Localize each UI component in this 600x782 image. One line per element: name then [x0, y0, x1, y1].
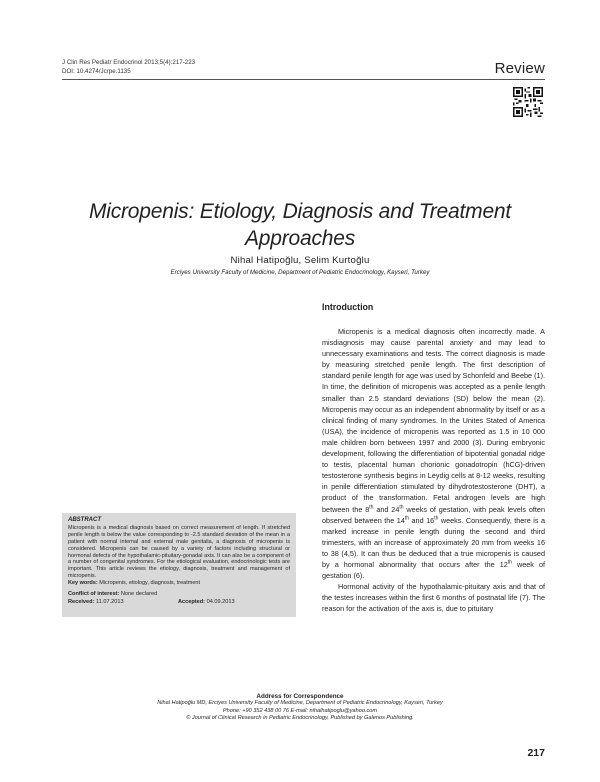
doi-line[interactable]: DOI: 10.4274/Jcrpe.1135 [62, 68, 131, 75]
text-run: and 24 [373, 504, 400, 514]
body-paragraph [322, 326, 545, 581]
article-dates [68, 599, 290, 606]
superscript: th [507, 559, 512, 566]
text-run: Micropenis is a medical diagnosis often incorrectly made. A misdiagnosis may cause parental anxiety and may lead to unnecessary examinations and tests. The correct diagnosis is made by measuring stretched penile length. The first description of standard penile length for age was used by Schonfeld and Beebe (1). In time, the definition of micropenis was accepted as a penile length smaller than 2.5 standard deviations (SD) below the mean (2). Micropenis may occur as an independent abnormality by itself or as a clinical finding of many syndromes. In the Unites Stated of America (USA), the incidence of micropenis was reported as 1.5 in 10 000 male children born between 1997 and 2000 (3). During embryonic development, following the differentiation of bipotential gonadal ridge to testis, placental human chorionic gonadotropin (hCG)-driven testosterone synthesis begins in Leydig cells at 8-12 weeks, resulting in penile differentiation stimulated by dihydrotestosterone (DHT), a product of the transformation. Fetal androgen levels are high between the 8 [322, 327, 545, 514]
correspondence-block [60, 693, 540, 723]
received-label: Received: [68, 598, 95, 605]
introduction-heading: Introduction [322, 302, 374, 312]
conflict-value: None declared [120, 591, 158, 598]
author-list: Nihal Hatipoğlu, Selim Kurtoğlu [230, 255, 370, 266]
keywords-value: Micropenis, etiology, diagnosis, treatment [99, 580, 200, 587]
superscript: th [369, 504, 374, 511]
author-affiliation: Erciyes University Faculty of Medicine, Department of Pediatric Endocrinology, Kayseri, Turkey [170, 269, 430, 276]
accepted-value: 04.09.2013 [206, 598, 235, 605]
body-paragraph: Hormonal activity of the hypothalamic-pituitary axis and that of the testes increases within the first 6 months of postnatal life (7). The reason for the activation of the axis is, due to pituitary [322, 582, 545, 614]
header-divider [62, 79, 545, 80]
title-line: Approaches [244, 227, 356, 250]
title-line: Micropenis: Etiology, Diagnosis and Treatment [88, 200, 512, 223]
accepted-date [178, 599, 235, 606]
journal-citation [62, 58, 195, 76]
text-run: weeks. Consequently, there is a marked increase in penile length during the second and third trimesters, with an increase of approximately 20 mm from weeks 16 to 38 (4,5). It can thus be deduced that a true micropenis is caused by a hormonal abnormality that occurs after the 12 [322, 515, 545, 569]
superscript: th [399, 504, 404, 511]
received-value: 11.07.2013 [96, 598, 124, 605]
accepted-label: Accepted: [178, 598, 206, 605]
qr-code-icon [513, 87, 543, 117]
superscript: th [404, 515, 410, 522]
article-title [60, 198, 540, 252]
keywords-label: Key words: [68, 580, 98, 587]
copyright-line: © Journal of Clinical Research in Pediatric Endocrinology, Published by Galenos Publishing. [186, 715, 414, 722]
introduction-body [322, 326, 545, 614]
section-label: Review [494, 60, 545, 77]
citation-line: J Clin Res Pediatr Endocrinol 2013;5(4):217-223 [62, 59, 196, 66]
abstract-heading: ABSTRACT [68, 517, 101, 523]
text-run: week of gestation (6). [322, 559, 545, 581]
abstract-box [62, 513, 296, 617]
received-date [68, 599, 178, 606]
text-run: and 16 [409, 515, 435, 525]
correspondence-contact[interactable]: Phone: +90 352 438 00 76 E-mail: nihalhatipoglu@yahoo.com [222, 707, 378, 714]
abstract-text: Micropenis is a medical diagnosis based on correct measurement of length. If stretched penile length is below the value corresponding to -2.5 standard deviation of the mean in a patient with normal internal and external male genitalia, a diagnosis of micropenis is considered. Micropenis can be caused by a variety of factors including structural or hormonal defects of the hypothalamic-pituitary-gonadal axis. It can also be a component of a number of congenital syndromes. For the etiological evaluation, endocrinologic tests are important. This article reviews the etiology, diagnosis, treatment and management of micropenis. [68, 524, 290, 580]
correspondence-heading: Address for Correspondence [256, 693, 344, 700]
conflict-of-interest [68, 591, 290, 598]
text-run: weeks of gestation, with peak levels often observed between the 14 [322, 504, 545, 525]
page-number: 217 [527, 747, 545, 759]
superscript: th [434, 515, 439, 522]
keywords [68, 580, 290, 587]
conflict-label: Conflict of interest: [68, 591, 120, 598]
correspondence-address: Nihal Hatipoğlu MD, Erciyes University Faculty of Medicine, Department of Pediatric Endocrinology, Kayseri, Turkey [157, 700, 443, 707]
